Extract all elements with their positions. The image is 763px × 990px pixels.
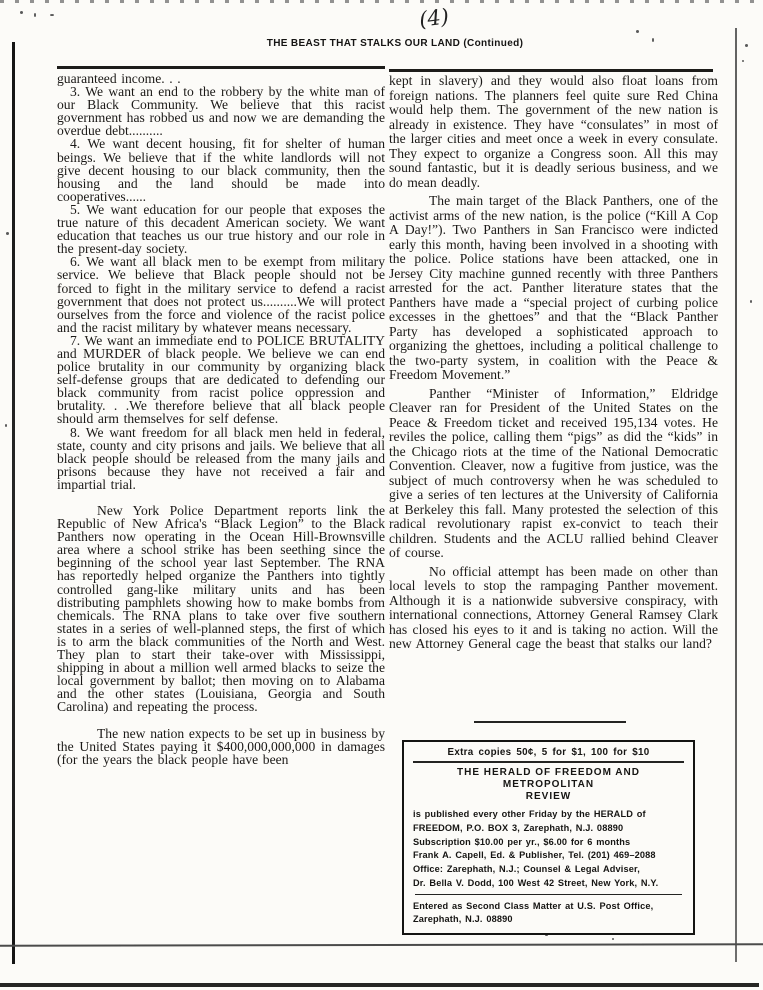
body-paragraph: No official attempt has been made on other than local levels to stop the rampaging Panther movement. Although it is a nationwide subversive conspiracy, with international connections, Attorney General Ramsey Clark has closed his eyes to it and is taking no action. Will the new Attorney General cage the beast that stalks our land? <box>389 563 718 651</box>
body-paragraph: 5. We want education for our people that exposes the true nature of this decadent American society. We want education that teaches us our true history and our role in the present-day society. <box>57 201 385 257</box>
masthead-body-line: Office: Zarephath, N.J.; Counsel & Legal Adviser, <box>413 864 640 875</box>
masthead-body-line: FREEDOM, P.O. BOX 3, Zarephath, N.J. 08890 <box>413 822 624 833</box>
masthead-entered-info <box>413 900 684 927</box>
masthead-title-line1: THE HERALD OF FREEDOM AND METROPOLITAN <box>457 767 640 790</box>
scan-speck <box>750 300 752 303</box>
scan-speck <box>50 14 54 16</box>
scan-speck <box>612 938 614 940</box>
body-paragraph: 4. We want decent housing, fit for shelter of human beings. We believe that if the white landlords will not give decent housing to our black community, then the housing and the land should be made into cooperatives...... <box>57 136 385 204</box>
body-paragraph: The new nation expects to be set up in business by the United States paying it $400,000,000,000 in damages (for the years the black people have been <box>57 725 385 767</box>
body-paragraph: 7. We want an immediate end to POLICE BRUTALITY and MURDER of black people. We believe we can end police brutality in our community by organizing black self-defense groups that are dedicated to defending our black community from racist police oppression and brutality. . .We therefore believe that all black people should arm themselves for self defense. <box>57 332 385 427</box>
right-scan-edge-line <box>735 28 737 962</box>
body-paragraph: kept in slavery) and they would also float loans from foreign nations. The planners feel quite sure Red China would help them. The government of the new nation is already in existence. They have “consulates” in most of the larger cities and meet once a week in every consulate. They expect to organize a Congress soon. All this may sound fantastic, but it is deadly serious business, and we do mean deadly. <box>389 73 718 190</box>
masthead-body-line: is published every other Friday by the HERALD of <box>413 809 646 819</box>
body-paragraph: 8. We want freedom for all black men held in federal, state, county and city prisons and jails. We believe that all black people should be released from the many jails and prisons because they have not received a fair and impartial trial. <box>57 424 385 492</box>
right-column <box>389 74 718 652</box>
bottom-thin-rule <box>0 943 763 947</box>
body-paragraph: 6. We want all black men to be exempt from military service. We believe that Black people should not be forced to fight in the military service to defend a racist government that does not protect us..........We will protect ourselves from the force and violence of the racist police and the racist military by whatever means necessary. <box>57 254 385 335</box>
right-column-top-rule <box>389 69 713 72</box>
bottom-page-border <box>0 983 759 987</box>
masthead-body-line: Subscription $10.00 per yr., $6.00 for 6 months <box>413 836 631 847</box>
extra-copies-line: Extra copies 50¢, 5 for $1, 100 for $10 <box>413 747 684 763</box>
scan-speck <box>5 424 7 427</box>
scan-speck <box>34 13 36 17</box>
body-paragraph: The main target of the Black Panthers, one of the activist arms of the new nation, is the police (“Kill A Cop A Day!”). Two Panthers in San Francisco were indicted early this month, having been involved in a shooting with the police. Police stations have been attacked, one in Jersey City machine gunned recently with three Panthers arrested for the act. Panther literature states that the Panthers have made a “special project of curbing police excesses in the ghettoes” and that the “Black Panther Party has developed a sophisticated approach to organizing the ghettoes, including a political challenge to the two-party system, in coalition with the Peace & Freedom Movement.” <box>389 193 718 382</box>
top-perforation-dots <box>0 0 763 3</box>
running-header-title: THE BEAST THAT STALKS OUR LAND (Continued) <box>266 38 524 49</box>
masthead-box <box>402 740 695 935</box>
scan-speck <box>20 11 23 14</box>
body-paragraph: 3. We want an end to the robbery by the white man of our Black Community. We believe that this racist government has robbed us and now we are demanding the overdue debt.......... <box>57 84 385 139</box>
handwritten-page-number: (4) <box>417 4 451 32</box>
left-column <box>57 72 385 766</box>
scan-speck <box>636 30 639 33</box>
masthead-entered-line: Entered as Second Class Matter at U.S. Post Office, <box>413 900 654 911</box>
body-paragraph: Panther “Minister of Information,” Eldridge Cleaver ran for President of the United States on the Peace & Freedom ticket and received 195,134 votes. He reviles the police, calling them “pigs” as did the “kids” in the Chicago riots at the time of the National Democratic Convention. Cleaver, now a fugitive from justice, was the subject of much controversy when he was scheduled to give a series of ten lectures at the University of California at Berkeley this fall. Many protested the selection of this radical revolutionary rapist ex-convict to teach their children. Students and the ACLU rallied behind Cleaver of course. <box>389 385 718 560</box>
masthead-body-line: Frank A. Capell, Ed. & Publisher, Tel. (201) 469–2088 <box>413 850 656 861</box>
scan-speck <box>742 60 744 62</box>
masthead-publisher-info <box>413 808 684 891</box>
masthead-body-line: Dr. Bella V. Dodd, 100 West 42 Street, New York, N.Y. <box>413 877 659 888</box>
masthead-entered-line: Zarephath, N.J. 08890 <box>413 914 513 925</box>
scan-speck <box>6 232 9 235</box>
left-scan-edge-line <box>12 42 15 964</box>
body-paragraph: guaranteed income. . . <box>57 71 181 86</box>
section-separator-rule <box>474 721 626 723</box>
left-column-top-rule <box>57 66 385 69</box>
masthead-title-line2: REVIEW <box>525 791 572 802</box>
masthead-divider-rule <box>415 894 682 895</box>
body-paragraph: New York Police Department reports link the Republic of New Africa's “Black Legion” to the Black Panthers now operating in the Ocean Hill-Brownsville area where a school strike has been seething since the beginning of the school year last September. The RNA has reportedly helped organize the Panthers into tightly controlled gang-like military units and has been distributing pamphlets showing how to make bombs from chemicals. The RNA plans to take over five southern states in a series of well-planned steps, the first of which is to arm the black communities of the North and West. They plan to start their take-over with Mississippi, shipping in about a million well armed blacks to seize the local government by ballot; then moving on to Alabama and the other states (Louisiana, Georgia and South Carolina) and repeating the process. <box>57 503 385 715</box>
